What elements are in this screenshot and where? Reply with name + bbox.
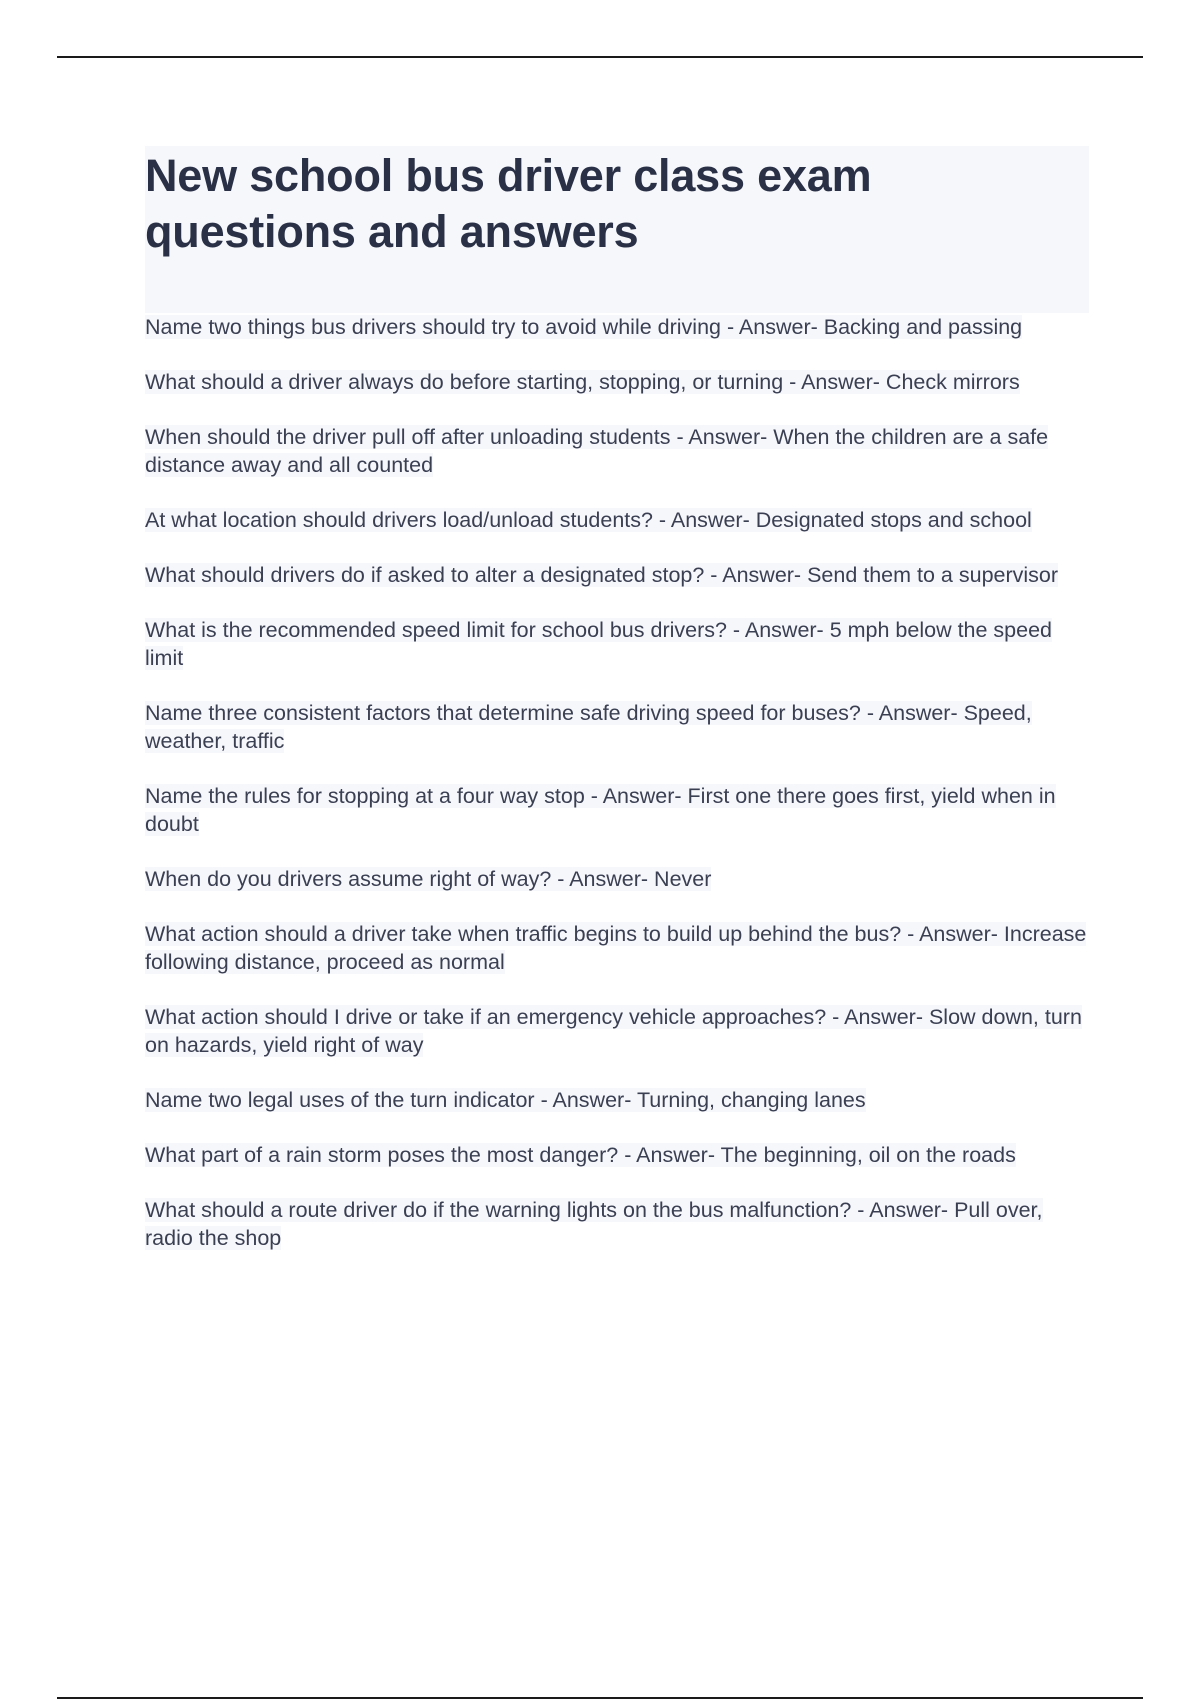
- qa-item: [145, 865, 1089, 893]
- qa-item: [145, 920, 1089, 976]
- top-divider: [57, 56, 1143, 58]
- qa-text: Name two things bus drivers should try to avoid while driving - Answer- Backing and passing: [145, 315, 1023, 339]
- qa-item: [145, 506, 1089, 534]
- title-block: [145, 146, 1089, 313]
- bottom-divider: [57, 1697, 1143, 1699]
- qa-item: [145, 1086, 1089, 1114]
- qa-item: [145, 1141, 1089, 1169]
- qa-text: Name two legal uses of the turn indicator - Answer- Turning, changing lanes: [145, 1088, 866, 1112]
- qa-item: [145, 561, 1089, 589]
- qa-item: [145, 699, 1089, 755]
- qa-list: [145, 313, 1089, 1252]
- qa-text: At what location should drivers load/unload students? - Answer- Designated stops and school: [145, 508, 1032, 532]
- document-body: [145, 146, 1089, 1279]
- qa-text: Name the rules for stopping at a four way stop - Answer- First one there goes first, yield when in doubt: [145, 784, 1056, 836]
- qa-text: What is the recommended speed limit for school bus drivers? - Answer- 5 mph below the speed limit: [145, 618, 1053, 670]
- qa-text: What should drivers do if asked to alter a designated stop? - Answer- Send them to a supervisor: [145, 563, 1059, 587]
- qa-text: What part of a rain storm poses the most danger? - Answer- The beginning, oil on the roads: [145, 1143, 1016, 1167]
- qa-item: [145, 313, 1089, 341]
- qa-item: [145, 1003, 1089, 1059]
- qa-text: What should a route driver do if the warning lights on the bus malfunction? - Answer- Pull over, radio the shop: [145, 1198, 1043, 1250]
- document-title: New school bus driver class exam questions and answers: [145, 150, 872, 257]
- qa-text: When should the driver pull off after unloading students - Answer- When the children are a safe distance away and all counted: [145, 425, 1049, 477]
- qa-item: [145, 423, 1089, 479]
- qa-text: What action should a driver take when traffic begins to build up behind the bus? - Answer- Increase following distance, proceed as normal: [145, 922, 1087, 974]
- qa-text: What should a driver always do before starting, stopping, or turning - Answer- Check mirrors: [145, 370, 1020, 394]
- qa-text: When do you drivers assume right of way? - Answer- Never: [145, 867, 712, 891]
- qa-text: Name three consistent factors that determine safe driving speed for buses? - Answer- Speed, weather, traffic: [145, 701, 1032, 753]
- qa-item: [145, 782, 1089, 838]
- qa-text: What action should I drive or take if an emergency vehicle approaches? - Answer- Slow down, turn on hazards, yield right of way: [145, 1005, 1082, 1057]
- qa-item: [145, 1196, 1089, 1252]
- qa-item: [145, 616, 1089, 672]
- qa-item: [145, 368, 1089, 396]
